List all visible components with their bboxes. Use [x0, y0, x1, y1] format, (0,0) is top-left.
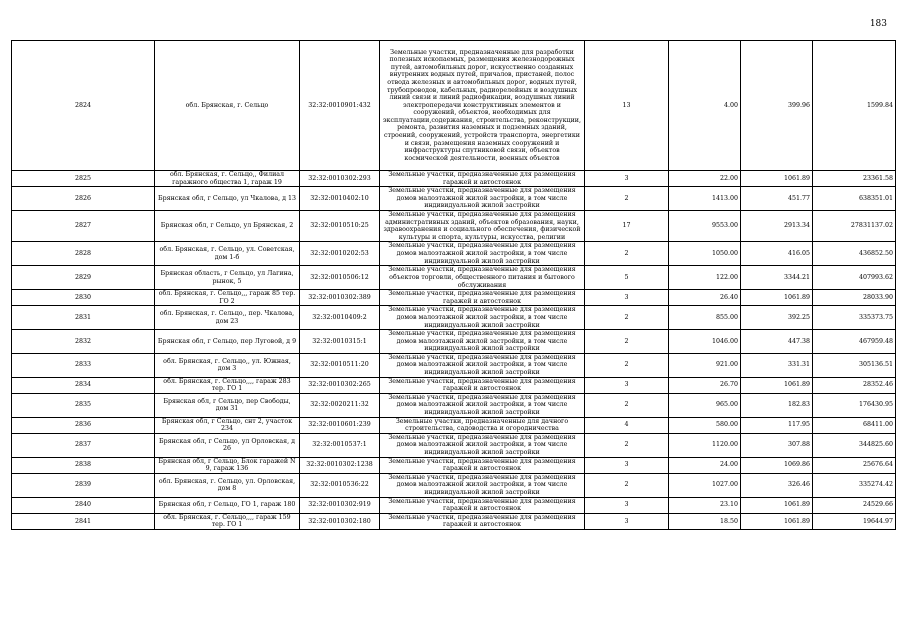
- address-cell: обл. Брянская, г. Сельцо,, Филиал гаражного общества 1, гараж 19: [155, 171, 300, 187]
- area-cell: 1050.00: [669, 242, 741, 266]
- table-row: [12, 417, 896, 433]
- address-cell: Брянская область, г Сельцо, ул Лагина, рынок, 5: [155, 266, 300, 290]
- area-cell: 921.00: [669, 353, 741, 377]
- group-number-cell: 2: [585, 187, 669, 211]
- row-number-cell: 2828: [12, 242, 155, 266]
- area-cell: 24.00: [669, 457, 741, 473]
- table-row: [12, 171, 896, 187]
- address-cell: обл. Брянская, г. Сельцо,, ул. Южная, дом 3: [155, 353, 300, 377]
- specific-value-cell: 307.88: [741, 433, 813, 457]
- row-number-cell: 2837: [12, 433, 155, 457]
- cadastral-value-table: [11, 40, 896, 530]
- specific-value-cell: 1061.89: [741, 377, 813, 393]
- cadastral-value-cell: 68411.00: [813, 417, 896, 433]
- area-cell: 580.00: [669, 417, 741, 433]
- area-cell: 965.00: [669, 393, 741, 417]
- row-number-cell: 2834: [12, 377, 155, 393]
- area-cell: 1120.00: [669, 433, 741, 457]
- land-purpose-cell: Земельные участки, предназначенные для размещения домов малоэтажной жилой застройки, в том числе индивидуальной жилой застройки: [380, 473, 585, 497]
- table-row: [12, 433, 896, 457]
- cadastral-number-cell: 32:32:0010202:53: [300, 242, 380, 266]
- address-cell: Брянская обл, г Сельцо, ул Брянская, 2: [155, 210, 300, 241]
- area-cell: 9553.00: [669, 210, 741, 241]
- group-number-cell: 13: [585, 41, 669, 171]
- page-number: 183: [869, 19, 887, 29]
- specific-value-cell: 1061.89: [741, 497, 813, 513]
- land-purpose-cell: Земельные участки, предназначенные для размещения домов малоэтажной жилой застройки, в том числе индивидуальной жилой застройки: [380, 242, 585, 266]
- land-purpose-cell: Земельные участки, предназначенные для размещения гаражей и автостоянок: [380, 290, 585, 306]
- land-purpose-cell: Земельные участки, предназначенные для размещения гаражей и автостоянок: [380, 497, 585, 513]
- address-cell: Брянская обл, г Сельцо, снт 2, участок 234: [155, 417, 300, 433]
- row-number-cell: 2839: [12, 473, 155, 497]
- cadastral-value-cell: 1599.84: [813, 41, 896, 171]
- cadastral-value-cell: 19644.97: [813, 513, 896, 529]
- table-row: [12, 210, 896, 241]
- row-number-cell: 2829: [12, 266, 155, 290]
- specific-value-cell: 392.25: [741, 306, 813, 330]
- row-number-cell: 2838: [12, 457, 155, 473]
- row-number-cell: 2825: [12, 171, 155, 187]
- cadastral-value-cell: 23361.58: [813, 171, 896, 187]
- table-row: [12, 377, 896, 393]
- area-cell: 1413.00: [669, 187, 741, 211]
- specific-value-cell: 1061.89: [741, 513, 813, 529]
- area-cell: 22.00: [669, 171, 741, 187]
- cadastral-number-cell: 32:32:0020211:32: [300, 393, 380, 417]
- cadastral-number-cell: 32:32:0010506:12: [300, 266, 380, 290]
- cadastral-number-cell: 32:32:0010536:22: [300, 473, 380, 497]
- specific-value-cell: 2913.34: [741, 210, 813, 241]
- row-number-cell: 2831: [12, 306, 155, 330]
- group-number-cell: 2: [585, 473, 669, 497]
- cadastral-value-cell: 24529.66: [813, 497, 896, 513]
- cadastral-number-cell: 32:32:0010510:25: [300, 210, 380, 241]
- cadastral-number-cell: 32:32:0010601:239: [300, 417, 380, 433]
- address-cell: Брянская обл, г Сельцо, ул Чкалова, д 13: [155, 187, 300, 211]
- address-cell: обл. Брянская, г. Сельцо, ул. Советская, дом 1-б: [155, 242, 300, 266]
- area-cell: 855.00: [669, 306, 741, 330]
- land-purpose-cell: Земельные участки, предназначенные для размещения гаражей и автостоянок: [380, 457, 585, 473]
- specific-value-cell: 451.77: [741, 187, 813, 211]
- specific-value-cell: 1061.89: [741, 171, 813, 187]
- table-row: [12, 187, 896, 211]
- cadastral-number-cell: 32:32:0010302:293: [300, 171, 380, 187]
- cadastral-value-cell: 28352.46: [813, 377, 896, 393]
- row-number-cell: 2835: [12, 393, 155, 417]
- cadastral-value-cell: 176430.95: [813, 393, 896, 417]
- cadastral-value-cell: 27831137.02: [813, 210, 896, 241]
- specific-value-cell: 1069.86: [741, 457, 813, 473]
- area-cell: 26.40: [669, 290, 741, 306]
- land-purpose-cell: Земельные участки, предназначенные для размещения административных зданий, объектов образования, науки, здравоохранения и социального обеспечения, физической культуры и спорта, культуры, искусства, религии: [380, 210, 585, 241]
- table-row: [12, 306, 896, 330]
- cadastral-value-cell: 344825.60: [813, 433, 896, 457]
- address-cell: обл. Брянская, г. Сельцо,,,, гараж 159 тер. ГО 1: [155, 513, 300, 529]
- address-cell: обл. Брянская, г. Сельцо: [155, 41, 300, 171]
- group-number-cell: 3: [585, 497, 669, 513]
- area-cell: 122.00: [669, 266, 741, 290]
- land-purpose-cell: Земельные участки, предназначенные для разработки полезных ископаемых, размещения железнодорожных путей, автомобильных дорог, искусственно созданных внутренних водных путей, причалов, пристаней, полос отвода железных и автомобильных дорог, водных путей, трубопроводов, кабельных, радиорелейных и воздушных линий связи и линий радиофикации, воздушных линий электропередачи конструктивных элементов и сооружений, объектов, необходимых для эксплуатации,содержания, строительства, реконструкции, ремонта, развития наземных и подземных зданий, строений, сооружений, устройств транспорта, энергетики и связи, размещения наземных сооружений и инфраструктуры спутниковой связи, объектов космической деятельности, военных объектов: [380, 41, 585, 171]
- group-number-cell: 4: [585, 417, 669, 433]
- group-number-cell: 2: [585, 242, 669, 266]
- group-number-cell: 3: [585, 171, 669, 187]
- address-cell: Брянская обл, г Сельцо, Блок гаражей N 9, гараж 136: [155, 457, 300, 473]
- cadastral-number-cell: 32:32:0010302:919: [300, 497, 380, 513]
- table-row: [12, 266, 896, 290]
- cadastral-number-cell: 32:32:0010302:180: [300, 513, 380, 529]
- table-row: [12, 290, 896, 306]
- row-number-cell: 2840: [12, 497, 155, 513]
- specific-value-cell: 117.95: [741, 417, 813, 433]
- table-row: [12, 353, 896, 377]
- table-row: [12, 513, 896, 529]
- cadastral-value-cell: 28033.90: [813, 290, 896, 306]
- address-cell: обл. Брянская, г. Сельцо,,, гараж 85 тер. ГО 2: [155, 290, 300, 306]
- table-body: [12, 41, 896, 530]
- land-purpose-cell: Земельные участки, предназначенные для размещения домов малоэтажной жилой застройки, в том числе индивидуальной жилой застройки: [380, 393, 585, 417]
- table-row: [12, 41, 896, 171]
- group-number-cell: 3: [585, 513, 669, 529]
- cadastral-number-cell: 32:32:0010302:1238: [300, 457, 380, 473]
- table-row: [12, 473, 896, 497]
- address-cell: Брянская обл, г Сельцо, ул Орловская, д 26: [155, 433, 300, 457]
- specific-value-cell: 447.38: [741, 330, 813, 354]
- cadastral-number-cell: 32:32:0010302:265: [300, 377, 380, 393]
- cadastral-number-cell: 32:32:0010901:432: [300, 41, 380, 171]
- row-number-cell: 2826: [12, 187, 155, 211]
- specific-value-cell: 182.83: [741, 393, 813, 417]
- area-cell: 23.10: [669, 497, 741, 513]
- cadastral-number-cell: 32:32:0010511:20: [300, 353, 380, 377]
- row-number-cell: 2830: [12, 290, 155, 306]
- land-purpose-cell: Земельные участки, предназначенные для дачного строительства, садоводства и огородничества: [380, 417, 585, 433]
- table-row: [12, 330, 896, 354]
- address-cell: Брянская обл, г Сельцо, пер Свободы, дом 31: [155, 393, 300, 417]
- address-cell: Брянская обл, г Сельцо, ГО 1, гараж 180: [155, 497, 300, 513]
- table-row: [12, 393, 896, 417]
- address-cell: Брянская обл, г Сельцо, пер Луговой, д 9: [155, 330, 300, 354]
- specific-value-cell: 1061.89: [741, 290, 813, 306]
- area-cell: 1046.00: [669, 330, 741, 354]
- cadastral-value-cell: 436852.50: [813, 242, 896, 266]
- land-purpose-cell: Земельные участки, предназначенные для размещения домов малоэтажной жилой застройки, в том числе индивидуальной жилой застройки: [380, 433, 585, 457]
- group-number-cell: 3: [585, 290, 669, 306]
- area-cell: 18.50: [669, 513, 741, 529]
- specific-value-cell: 3344.21: [741, 266, 813, 290]
- table-row: [12, 242, 896, 266]
- group-number-cell: 2: [585, 306, 669, 330]
- land-purpose-cell: Земельные участки, предназначенные для размещения гаражей и автостоянок: [380, 171, 585, 187]
- address-cell: обл. Брянская, г. Сельцо,,,, гараж 283 тер. ГО 1: [155, 377, 300, 393]
- specific-value-cell: 326.46: [741, 473, 813, 497]
- cadastral-value-cell: 638351.01: [813, 187, 896, 211]
- cadastral-value-cell: 467959.48: [813, 330, 896, 354]
- land-purpose-cell: Земельные участки, предназначенные для размещения домов малоэтажной жилой застройки, в том числе индивидуальной жилой застройки: [380, 306, 585, 330]
- row-number-cell: 2824: [12, 41, 155, 171]
- land-purpose-cell: Земельные участки, предназначенные для размещения объектов торговли, общественного питания и бытового обслуживания: [380, 266, 585, 290]
- area-cell: 1027.00: [669, 473, 741, 497]
- row-number-cell: 2832: [12, 330, 155, 354]
- land-purpose-cell: Земельные участки, предназначенные для размещения гаражей и автостоянок: [380, 513, 585, 529]
- group-number-cell: 3: [585, 457, 669, 473]
- cadastral-value-cell: 407993.62: [813, 266, 896, 290]
- group-number-cell: 2: [585, 393, 669, 417]
- cadastral-number-cell: 32:32:0010302:389: [300, 290, 380, 306]
- cadastral-value-cell: 335373.75: [813, 306, 896, 330]
- land-purpose-cell: Земельные участки, предназначенные для размещения домов малоэтажной жилой застройки, в том числе индивидуальной жилой застройки: [380, 353, 585, 377]
- land-purpose-cell: Земельные участки, предназначенные для размещения домов малоэтажной жилой застройки, в том числе индивидуальной жилой застройки: [380, 187, 585, 211]
- cadastral-number-cell: 32:32:0010537:1: [300, 433, 380, 457]
- cadastral-value-cell: 335274.42: [813, 473, 896, 497]
- specific-value-cell: 399.96: [741, 41, 813, 171]
- cadastral-number-cell: 32:32:0010402:10: [300, 187, 380, 211]
- address-cell: обл. Брянская, г. Сельцо, ул. Орловская, дом 8: [155, 473, 300, 497]
- specific-value-cell: 416.05: [741, 242, 813, 266]
- row-number-cell: 2833: [12, 353, 155, 377]
- area-cell: 26.70: [669, 377, 741, 393]
- cadastral-number-cell: 32:32:0010315:1: [300, 330, 380, 354]
- group-number-cell: 5: [585, 266, 669, 290]
- cadastral-value-cell: 25676.64: [813, 457, 896, 473]
- row-number-cell: 2836: [12, 417, 155, 433]
- table-row: [12, 457, 896, 473]
- address-cell: обл. Брянская, г. Сельцо,, пер. Чкалова, дом 23: [155, 306, 300, 330]
- group-number-cell: 2: [585, 330, 669, 354]
- table-row: [12, 497, 896, 513]
- row-number-cell: 2827: [12, 210, 155, 241]
- group-number-cell: 3: [585, 377, 669, 393]
- land-purpose-cell: Земельные участки, предназначенные для размещения домов малоэтажной жилой застройки, в том числе индивидуальной жилой застройки: [380, 330, 585, 354]
- cadastral-number-cell: 32:32:0010409:2: [300, 306, 380, 330]
- area-cell: 4.00: [669, 41, 741, 171]
- cadastral-value-cell: 305136.51: [813, 353, 896, 377]
- group-number-cell: 2: [585, 433, 669, 457]
- land-purpose-cell: Земельные участки, предназначенные для размещения гаражей и автостоянок: [380, 377, 585, 393]
- group-number-cell: 17: [585, 210, 669, 241]
- specific-value-cell: 331.31: [741, 353, 813, 377]
- group-number-cell: 2: [585, 353, 669, 377]
- row-number-cell: 2841: [12, 513, 155, 529]
